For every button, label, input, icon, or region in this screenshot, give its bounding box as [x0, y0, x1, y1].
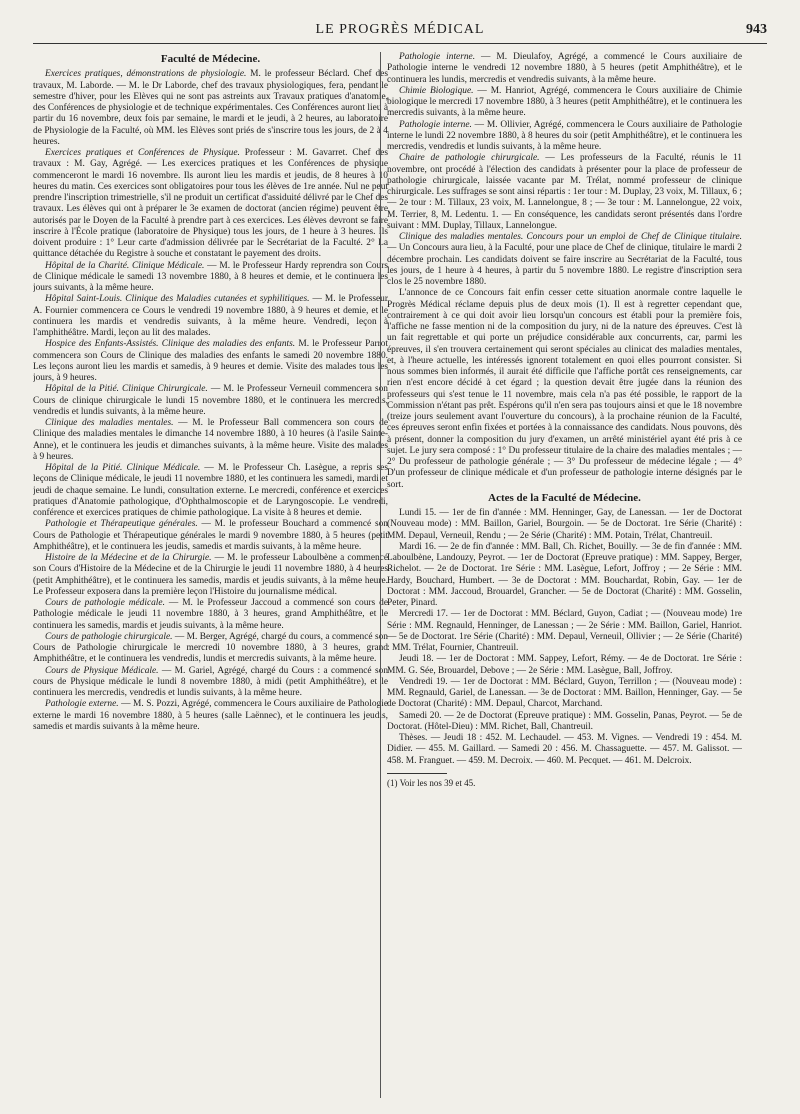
- notice-paragraph: [33, 339, 388, 384]
- notice-text: — M. le Professeur Verneuil commencera son Cours de clinique chirurgicale le lundi 15 novembre 1880, et le continuera les mercredis, vendredis et lundis suivants, à la même heure.: [33, 384, 388, 417]
- notice-text: — M. Gariel, Agrégé, chargé du Cours : a commencé son cours de Physique médicale le lundi 8 novembre 1880, à midi (petit Amphithéâtre), et le continuera les mercredis, vendredis et lundis suivants, à la même heure.: [33, 665, 388, 698]
- notice-heading: Hospice des Enfants-Assistés. Clinique des maladies des enfants.: [45, 339, 296, 350]
- notice-text: — M. Berger, Agrégé, chargé du cours, a commencé son Cours de Pathologie chirurgicale le mercredi 10 novembre 1880, à 3 heures, grand Amphithéâtre, et le continuera les vendredis, lundis et mercredis suivants, à la même heure.: [33, 631, 388, 665]
- notice-paragraph: [33, 384, 388, 418]
- notice-heading: Pathologie externe.: [45, 699, 119, 710]
- notice-text: — M. le professeur Bouchard a commencé son Cours de Pathologie et Thérapeutique générales le mardi 9 novembre 1880, à 5 heures (petit Amphithéâtre), et le continuera les jeudis, samedis et mardis suivants, à la même heure.: [33, 519, 388, 552]
- notice-heading: Hôpital de la Charité. Clinique Médicale.: [45, 260, 205, 271]
- notice-text: — M. le Professeur Ch. Lasègue, a repris ses leçons de Clinique médicale, le jeudi 11 novembre 1880, et les continuera les samedi, mardi et jeudi de chaque semaine. Le lundi, consultation externe. Le mercredi, conférence et exercices pratiques d'Anatomie pathologique, d'Ophthalmoscopie et de Laryngoscopie. Le vendredi, conférence et exercices pratiques de chimie pathologique. La visite à 8 heures et demie.: [33, 463, 388, 518]
- notice-heading: Chimie Biologique.: [399, 85, 474, 96]
- notice-heading: Clinique des maladies mentales.: [45, 418, 174, 428]
- notice-paragraph: [33, 261, 388, 295]
- right-column: [387, 52, 742, 1098]
- notice-text: — M. Ollivier, Agrégé, commencera le Cours auxiliaire de Pathologie interne le lundi 22 novembre 1880, à 8 heures du soir (petit Amphithéâtre), et le continuera les mercredis, vendredis et lundis suivants, à la même heure.: [387, 119, 742, 152]
- left-column: [33, 52, 388, 1098]
- notice-paragraph: [33, 148, 388, 261]
- notice-paragraph: [387, 153, 742, 232]
- header-rule: [33, 43, 767, 44]
- notice-paragraph: [33, 294, 388, 339]
- notice-heading: Pathologie interne.: [399, 119, 472, 130]
- notice-heading: Cours de pathologie médicale.: [45, 598, 165, 608]
- notice-heading: Chaire de pathologie chirurgicale.: [399, 153, 540, 164]
- journal-title: LE PROGRÈS MÉDICAL: [315, 22, 485, 37]
- notice-text: M. le Professeur Parrot commencera son Cours de Clinique des maladies des enfants le samedi 20 novembre 1880. Les leçons auront lieu les mardis et samedis, à 9 heures et demie. Visite des malades tous les jours, à 9 heures.: [33, 339, 388, 383]
- notice-paragraph: [33, 666, 388, 700]
- acts-entry: Jeudi 18. — 1er de Doctorat : MM. Sappey, Lefort, Rémy. — 4e de Doctorat. 1re Série : MM. G. Sée, Brouardel, Debove ; — 2e Série : MM. Lasègue, Ball, Joffroy.: [387, 654, 742, 676]
- notice-paragraph: [33, 699, 388, 733]
- notice-heading: Histoire de la Médecine et de la Chirurgie.: [45, 553, 212, 563]
- footnote: (1) Voir les nos 39 et 45.: [387, 777, 476, 788]
- notice-paragraph: [387, 52, 742, 86]
- notice-text: — M. Hanriot, Agrégé, commencera le Cours auxiliaire de Chimie biologique le mercredi 17 novembre 1880, à 3 heures (petit Amphithéâtre), et le continuera les mercredis suivants, à la même heure.: [387, 85, 742, 119]
- column-divider: [380, 52, 381, 1098]
- running-head: [0, 22, 800, 42]
- notice-heading: Exercices pratiques et Conférences de Physique.: [45, 148, 240, 158]
- acts-entry: Mercredi 17. — 1er de Doctorat : MM. Béclard, Guyon, Cadiat ; — (Nouveau mode) 1re Série : MM. Regnauld, Henninger, de Lanessan ; — 2e Série : MM. Baillon, Gariel, Hanriot. — 5e de Doctorat. 1re Série (Charité) : MM. Depaul, Verneuil, Ollivier ; — 2e Série (Charité) : MM. Trélat, Fournier, Chantreuil.: [387, 609, 742, 653]
- notice-text: — M. le Professeur Hardy reprendra son Cours de Clinique médicale le samedi 13 novembre 1880, à 8 heures et demie, et le continuera les jours suivants, à la même heure.: [33, 260, 388, 293]
- notice-heading: Hôpital Saint-Louis. Clinique des Maladies cutanées et syphilitiques.: [45, 294, 310, 305]
- notice-paragraph: [387, 86, 742, 120]
- editorial-text: L'annonce de ce Concours fait enfin cesser cette situation anormale contre laquelle le Progrès Médical réclame depuis plus de deux mois (1). Il est à regretter cependant que, contrairement à ce qui doit avoir lieu lorsqu'un concours est établi pour la première fois, l'affiche ne fasse mention ni de la composition du jury, ni de la nature des épreuves. C'est là un fait regrettable et qui porte un préjudice considérable aux concurrents, car, parmi les épreuves, il s'en trouvera certainement qui seront spéciales au clinicat des maladies mentales, et, à l'heure actuelle, les intéressés ignorent totalement en quoi elles pourront consister. Si nous sommes bien informés, il aurait été difficile que l'affiche portât ces renseignements, car rien n'est encore décidé à cet égard ; la question devait être jugée dans la réunion des professeurs qui s'est tenue le 11 novembre, mais cela n'a pas été possible, le rapport de la Commission n'étant pas prêt. Espérons qu'il n'en sera pas toujours ainsi et que le 18 novembre (treize jours seulement avant l'ouverture du concours), à la prochaine réunion de la Faculté, ces épreuves seront enfin fixées et portées à la connaissance des candidats. Nous pouvons, dès à présent, donner la composition du jury d'examen, un arrêté ministériel ayant été pris à ce sujet. Le jury sera composé : 1° Du professeur titulaire de la chaire des maladies mentales ; — 2° Du professeur de pathologie générale ; — 3° Du professeur de médecine légale ; — 4° D'un professeur de clinique médicale et d'un professeur de pathologie interne désignés par le sort.: [387, 288, 742, 490]
- acts-entry: Thèses. — Jeudi 18 : 452. M. Lechaudel. — 453. M. Vignes. — Vendredi 19 : 454. M. Didier. — 455. M. Gaillard. — Samedi 20 : 456. M. Chassaguette. — 457. M. Galissot. — 458. M. Franguet. — 459. M. Decroix. — 460. M. Pecquet. — 461. M. Delcroix.: [387, 733, 742, 766]
- notice-paragraph: [387, 232, 742, 288]
- notice-text: M. le professeur Béclard. Chef des travaux, M. Laborde. — M. le Dr Laborde, chef des travaux physiologiques, fera, pendant le semestre d'hiver, pour les Elèves qui ne sont pas astreints aux Travaux pratiques d'anatomie, des Conférences de physiologie et de technique expérimentales. Ces Conférences auront lieu à partir du 16 novembre, deux fois par semaine, le mardi et le jeudi, à 2 heures, au laboratoire de Physiologie de la Faculté, où MM. les Elèves sont priés de s'inscrire tous les jours, de 2 à 4 heures.: [33, 69, 388, 147]
- notice-paragraph: [33, 69, 388, 148]
- acts-entry: Lundi 15. — 1er de fin d'année : MM. Henninger, Gay, de Lanessan. — 1er de Doctorat (Nouveau mode) : MM. Baillon, Gariel, Bourgoin. — 5e de Doctorat. 1re Série (Charité) : MM. Depaul, Verneuil, Rendu ; — 2e Série (Charité) : MM. Potain, Trélat, Chantreuil.: [387, 508, 742, 541]
- acts-title: Actes de la Faculté de Médecine.: [488, 491, 641, 504]
- acts-entry: Samedi 20. — 2e de Doctorat (Epreuve pratique) : MM. Gosselin, Panas, Peyrot. — 5e de Doctorat. (Hôtel-Dieu) : MM. Richet, Ball, Chantreuil.: [387, 710, 742, 732]
- notice-heading: Pathologie interne.: [399, 52, 476, 62]
- notice-heading: Pathologie et Thérapeutique générales.: [45, 519, 198, 530]
- notice-paragraph: [33, 598, 388, 632]
- notice-heading: Cours de Physique Médicale.: [45, 665, 159, 676]
- page-number: 943: [746, 22, 767, 37]
- footnote-rule: [387, 773, 447, 774]
- notice-paragraph: [33, 463, 388, 519]
- notice-text: — Un Concours aura lieu, à la Faculté, pour une place de Chef de clinique, titulaire le mardi 2 décembre prochain. Les candidats doivent se faire inscrire au Secrétariat de la Faculté, tous les jours, de 1 heure à 4 heures, à partir du 5 novembre 1880. Le registre d'inscription sera clos le 25 novembre 1880.: [387, 243, 742, 287]
- section-title: Faculté de Médecine.: [160, 53, 261, 65]
- notice-paragraph: [33, 632, 388, 666]
- notice-heading: Hôpital de la Pitié. Clinique Chirurgicale.: [45, 384, 208, 395]
- notice-text: — M. le professeur Laboulbène a commencé son Cours d'Histoire de la Médecine et de la Chirurgie le jeudi 11 novembre 1880, à 4 heures (petit Amphithéâtre), et le continuera les samedis, mardis et jeudis suivants, à la même heure. Le Professeur exposera dans la première leçon l'Histoire du journalisme médical.: [33, 553, 388, 597]
- notice-heading: Exercices pratiques, démonstrations de physiologie.: [45, 69, 247, 80]
- editorial-paragraph: [387, 288, 742, 491]
- notice-paragraph: [33, 519, 388, 553]
- notice-heading: Cours de pathologie chirurgicale.: [45, 631, 173, 642]
- notice-paragraph: [387, 120, 742, 154]
- acts-entry: Mardi 16. — 2e de fin d'année : MM. Ball, Ch. Richet, Bouilly. — 3e de fin d'année : MM. Laboulbène, Landouzy, Peyrot. — 1er de Doctorat (Epreuve pratique) : MM. Sappey, Berger, Richelot. — 2e de Doctorat. 1re Série : MM. Lasègue, Lefort, Joffroy ; — 2e Série : MM. Hardy, Bouchard, Humbert. — 3e de Doctorat : MM. Bouchardat, Robin, Gay. — 1er de Doctorat : MM. Jaccoud, Brouardel, Grancher. — 5e de Doctorat (Charité) : MM. Gosselin, Peter, Pinard.: [387, 541, 742, 608]
- notice-text: — M. le Professeur A. Fournier commencera ce Cours le vendredi 19 novembre 1880, à 9 heures et demie, et le continuera les mardis et vendredis suivants, à la même heure. Vendredi, leçon à l'amphithéâtre. Mardi, leçon au lit des malades.: [33, 294, 388, 338]
- notice-paragraph: [33, 418, 388, 463]
- notice-text: — M. le Professeur Ball commencera son cours de Clinique des maladies mentales le dimanche 14 novembre 1880, à 10 heures (à l'asile Sainte-Anne), et le continuera les jeudis et dimanches suivants, à la même heure. Visite des malades à 9 heures.: [33, 418, 388, 462]
- notice-paragraph: [33, 553, 388, 598]
- notice-text: — M. le Professeur Jaccoud a commencé son cours de Pathologie médicale le jeudi 11 novembre 1880, à 3 heures, grand Amphithéâtre, et le continuera les samedis, mardis et jeudis suivants, à la même heure.: [33, 598, 388, 631]
- notice-text: — M. S. Pozzi, Agrégé, commencera le Cours auxiliaire de Pathologie externe le mardi 16 novembre 1880, à 5 heures (salle Laënnec), et le continuera les jeudis, samedis et mardis suivants à la même heure.: [33, 699, 388, 732]
- notice-text: — Les professeurs de la Faculté, réunis le 11 novembre, ont procédé à l'élection des candidats à présenter pour la place de professeur de pathologie chirurgicale, laissée vacante par M. Trélat, nommé professeur de clinique chirurgicale. Les suffrages se sont ainsi répartis : 1er tour : M. Duplay, 23 voix, M. Tillaux, 6 ; — 2e tour : M. Tillaux, 23 voix, M. Lannelongue, 8 ; — 3e tour : M. Lannelongue, 22 voix, M. Terrier, 8, M. Ledentu. 1. — En conséquence, les candidats seront présentés dans l'ordre suivant : MM. Duplay, Tillaux, Lannelongue.: [387, 153, 742, 231]
- notice-text: Professeur : M. Gavarret. Chef des travaux : M. Gay, Agrégé. — Les exercices pratiques et les Conférences de physique commenceront le mardi 16 novembre. Ils auront lieu les mardis et jeudis, de 8 heures à 10 heures du matin. Ces exercices sont obligatoires pour tous les élèves de 1re année. Nul ne peut prendre l'inscription trimestrielle, s'il ne produit un certificat d'assiduité délivré par le Chef des travaux. Les élèves qui ont à préparer le 3e examen de doctorat (ancien régime) peuvent être autorisés par le Doyen de la Faculté à prendre part à ces exercices. Les élèves devront se faire inscrire à l'École pratique (laboratoire de Physique) tous les jours, de 1 heure à 3 heures. Ils doivent produire : 1° Leur carte d'admission délivrée par le Secrétariat de la Faculté. 2° La quittance détachée du Registre à souche et constatant le payement des droits.: [33, 148, 388, 260]
- acts-entry: Vendredi 19. — 1er de Doctorat : MM. Béclard, Guyon, Terrillon ; — (Nouveau mode) : MM. Regnauld, Gariel, de Lanessan. — 3e de Doctorat : MM. Baillon, Henninger, Gay. — 5e de Doctorat (Charité) : MM. Depaul, Charcot, Marchand.: [387, 676, 742, 710]
- notice-text: — M. Dieulafoy, Agrégé, a commencé le Cours auxiliaire de Pathologie interne le vendredi 12 novembre 1880, à 5 heures (petit Amphithéâtre), et le continuera les lundis, mercredis et vendredis suivants, à la même heure.: [387, 52, 742, 85]
- notice-heading: Clinique des maladies mentales. Concours pour un emploi de Chef de Clinique titulaire.: [399, 232, 742, 242]
- notice-heading: Hôpital de la Pitié. Clinique Médicale.: [45, 463, 201, 473]
